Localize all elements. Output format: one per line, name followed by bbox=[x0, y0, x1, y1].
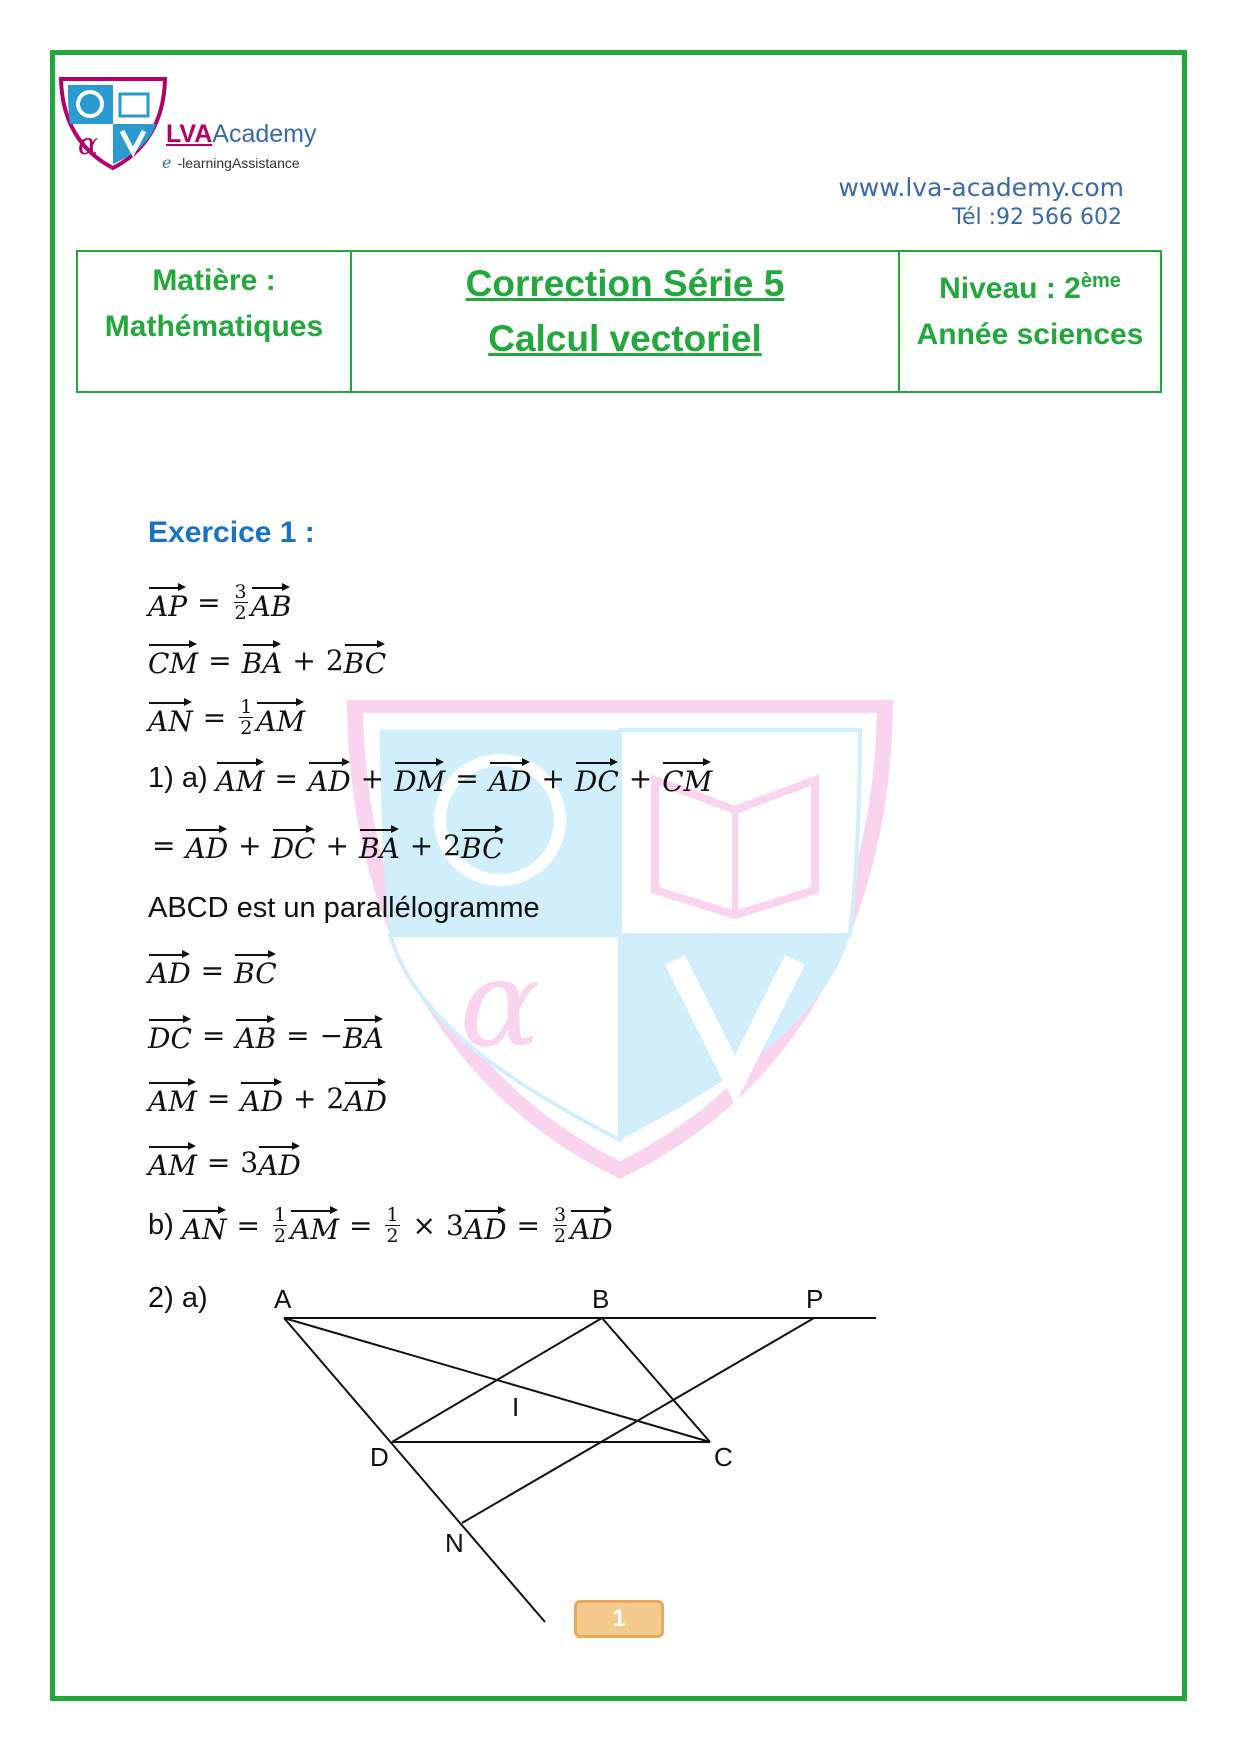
statement-text: ABCD est un parallélogramme bbox=[148, 892, 540, 924]
geometry-figure bbox=[240, 1280, 880, 1640]
equation-line: AP = $\frac{3}{2}$ AB bbox=[148, 581, 292, 624]
phone-number: Tél :92 566 602 bbox=[952, 205, 1122, 230]
equation-line: 1) a) AM = AD + DM = AD + DC + CM bbox=[148, 758, 712, 798]
level-cell: Niveau : 2ème Année sciences bbox=[899, 251, 1161, 392]
header-table bbox=[76, 250, 1162, 393]
svg-text:α: α bbox=[77, 127, 99, 162]
equation-line: AN = $\frac{1}{2}$ AM bbox=[148, 696, 306, 739]
equation-line: DC = AB = − BA bbox=[148, 1015, 384, 1055]
question-label: 2) a) bbox=[148, 1282, 208, 1314]
segment-bd bbox=[392, 1318, 602, 1442]
equation-line: = AD + DC + BA + 2 BC bbox=[148, 825, 504, 865]
point-label-i: I bbox=[512, 1392, 520, 1422]
lva-academy-logo bbox=[58, 76, 168, 171]
segment-bc bbox=[602, 1318, 710, 1442]
subject-cell: Matière : Mathématiques bbox=[77, 251, 351, 392]
svg-text:α: α bbox=[459, 935, 541, 1074]
point-label-a: A bbox=[274, 1284, 292, 1314]
point-label-d: D bbox=[370, 1442, 389, 1472]
exercise-title: Exercice 1 : bbox=[148, 516, 315, 549]
website-url: www.lva-academy.com bbox=[838, 173, 1124, 202]
page-subtitle: Calcul vectoriel bbox=[488, 318, 762, 359]
equation-line: CM = BA + 2 BC bbox=[148, 640, 386, 680]
brand-name: LVAAcademy bbox=[166, 120, 317, 148]
brand-subtitle: e -learningAssistance bbox=[162, 153, 300, 172]
equation-line: b) AN = $\frac{1}{2}$ AM = $\frac{1}{2}$ × 3 AD = $\frac{3}{2}$ AD bbox=[148, 1204, 613, 1247]
equation-line: AM = AD + 2 AD bbox=[148, 1078, 387, 1118]
point-label-p: P bbox=[806, 1284, 824, 1314]
page-number-badge: 1 bbox=[574, 1600, 664, 1638]
point-label-n: N bbox=[445, 1528, 464, 1558]
page-title: Correction Série 5 bbox=[465, 263, 785, 304]
equation-line: AM = 3 AD bbox=[148, 1142, 301, 1182]
point-label-b: B bbox=[592, 1284, 610, 1314]
title-cell bbox=[351, 251, 899, 392]
point-label-c: C bbox=[714, 1442, 733, 1472]
equation-line: AD = BC bbox=[148, 950, 277, 990]
line-a-n bbox=[284, 1318, 545, 1622]
